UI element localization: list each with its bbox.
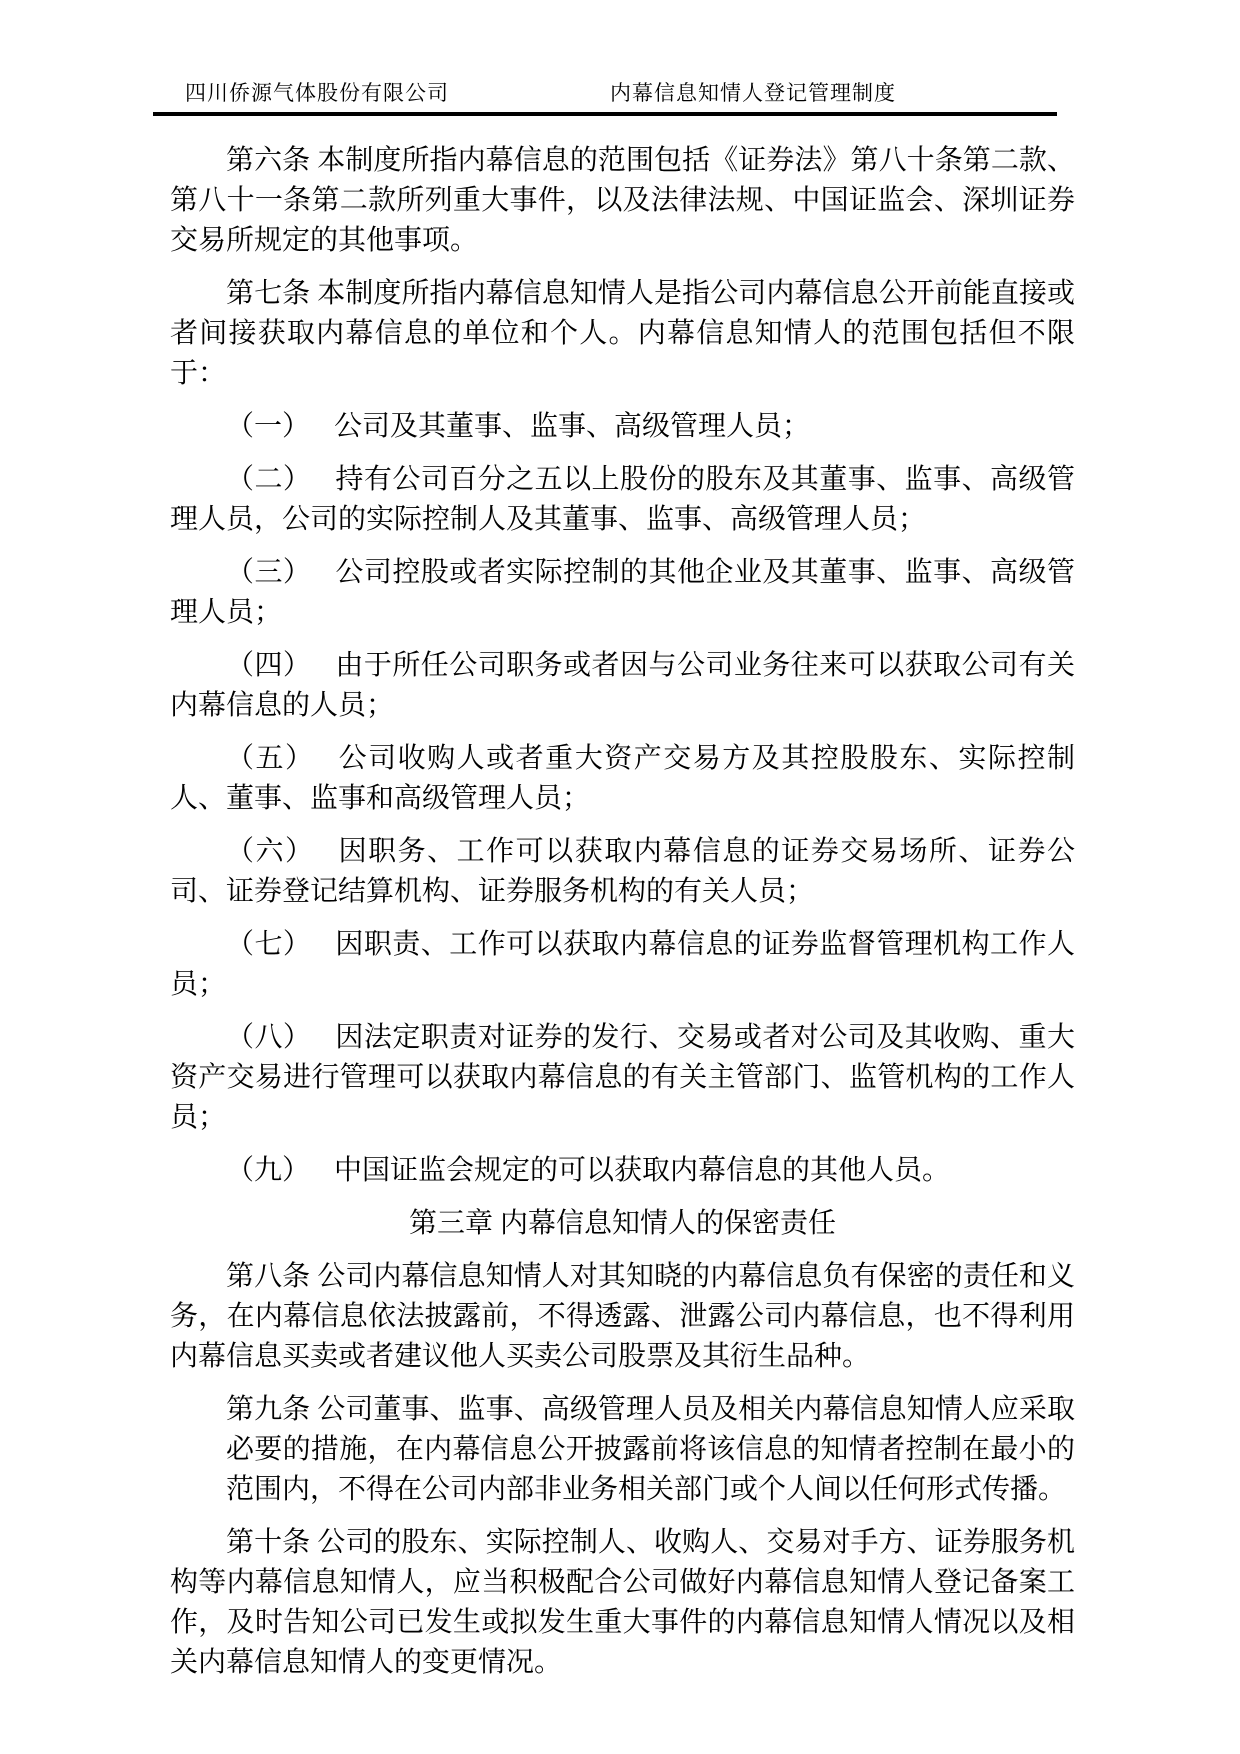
list-item-3-marker: （三）	[226, 557, 312, 588]
list-item-2-text: 持有公司百分之五以上股份的股东及其董事、监事、高级管理人员，公司的实际控制人及其董事、监事、高级管理人员；	[170, 464, 1075, 535]
list-item-2	[170, 460, 1075, 540]
list-item-9	[170, 1151, 1075, 1191]
list-item-4-text: 由于所任公司职务或者因与公司业务往来可以获取公司有关内幕信息的人员；	[170, 650, 1075, 721]
list-item-7-marker: （七）	[226, 929, 312, 960]
list-item-1-marker: （一）	[226, 411, 311, 442]
paragraph-article-10: 第十条 公司的股东、实际控制人、收购人、交易对手方、证券服务机构等内幕信息知情人，应当积极配合公司做好内幕信息知情人登记备案工作，及时告知公司已发生或拟发生重大事件的内幕信息知情人情况以及相关内幕信息知情人的变更情况。	[170, 1527, 1075, 1678]
page-header	[153, 76, 1057, 110]
paragraph-article-9: 第九条 公司董事、监事、高级管理人员及相关内幕信息知情人应采取必要的措施，在内幕信息公开披露前将该信息的知情者控制在最小的范围内，不得在公司内部非业务相关部门或个人间以任何形式传播。	[226, 1394, 1075, 1505]
paragraph-article-7: 第七条 本制度所指内幕信息知情人是指公司内幕信息公开前能直接或者间接获取内幕信息的单位和个人。内幕信息知情人的范围包括但不限于：	[170, 278, 1075, 389]
header-company-name: 四川侨源气体股份有限公司	[185, 81, 449, 105]
list-item-9-text: 中国证监会规定的可以获取内幕信息的其他人员。	[334, 1155, 951, 1186]
document-body	[170, 128, 1075, 1696]
list-item-7	[170, 925, 1075, 1005]
list-item-9-marker: （九）	[226, 1155, 311, 1186]
list-item-5-text: 公司收购人或者重大资产交易方及其控股股东、实际控制人、董事、监事和高级管理人员；	[170, 743, 1075, 814]
list-item-6-marker: （六）	[226, 836, 315, 867]
list-item-3	[170, 553, 1075, 633]
list-item-1	[170, 407, 1075, 447]
list-item-3-text: 公司控股或者实际控制的其他企业及其董事、监事、高级管理人员；	[170, 557, 1075, 628]
list-item-5-marker: （五）	[226, 743, 315, 774]
list-item-4-marker: （四）	[226, 650, 312, 681]
paragraph-article-8: 第八条 公司内幕信息知情人对其知晓的内幕信息负有保密的责任和义务，在内幕信息依法披露前，不得透露、泄露公司内幕信息，也不得利用内幕信息买卖或者建议他人买卖公司股票及其衍生品种。	[170, 1261, 1075, 1372]
list-item-8-marker: （八）	[226, 1022, 312, 1053]
list-item-6-text: 因职务、工作可以获取内幕信息的证券交易场所、证券公司、证券登记结算机构、证券服务机构的有关人员；	[170, 836, 1075, 907]
header-rule	[153, 112, 1057, 116]
header-document-title: 内幕信息知情人登记管理制度	[610, 81, 896, 105]
list-item-7-text: 因职责、工作可以获取内幕信息的证券监督管理机构工作人员；	[170, 929, 1075, 1000]
paragraph-article-6: 第六条 本制度所指内幕信息的范围包括《证券法》第八十条第二款、第八十一条第二款所列重大事件，以及法律法规、中国证监会、深圳证券交易所规定的其他事项。	[170, 145, 1075, 256]
chapter-3-heading: 第三章 内幕信息知情人的保密责任	[408, 1208, 836, 1239]
list-item-8-text: 因法定职责对证券的发行、交易或者对公司及其收购、重大资产交易进行管理可以获取内幕信息的有关主管部门、监管机构的工作人员；	[170, 1022, 1075, 1133]
list-item-6	[170, 832, 1075, 912]
list-item-1-text: 公司及其董事、监事、高级管理人员；	[334, 411, 811, 442]
list-item-8	[170, 1018, 1075, 1138]
list-item-2-marker: （二）	[226, 464, 312, 495]
list-item-4	[170, 646, 1075, 726]
list-item-5	[170, 739, 1075, 819]
